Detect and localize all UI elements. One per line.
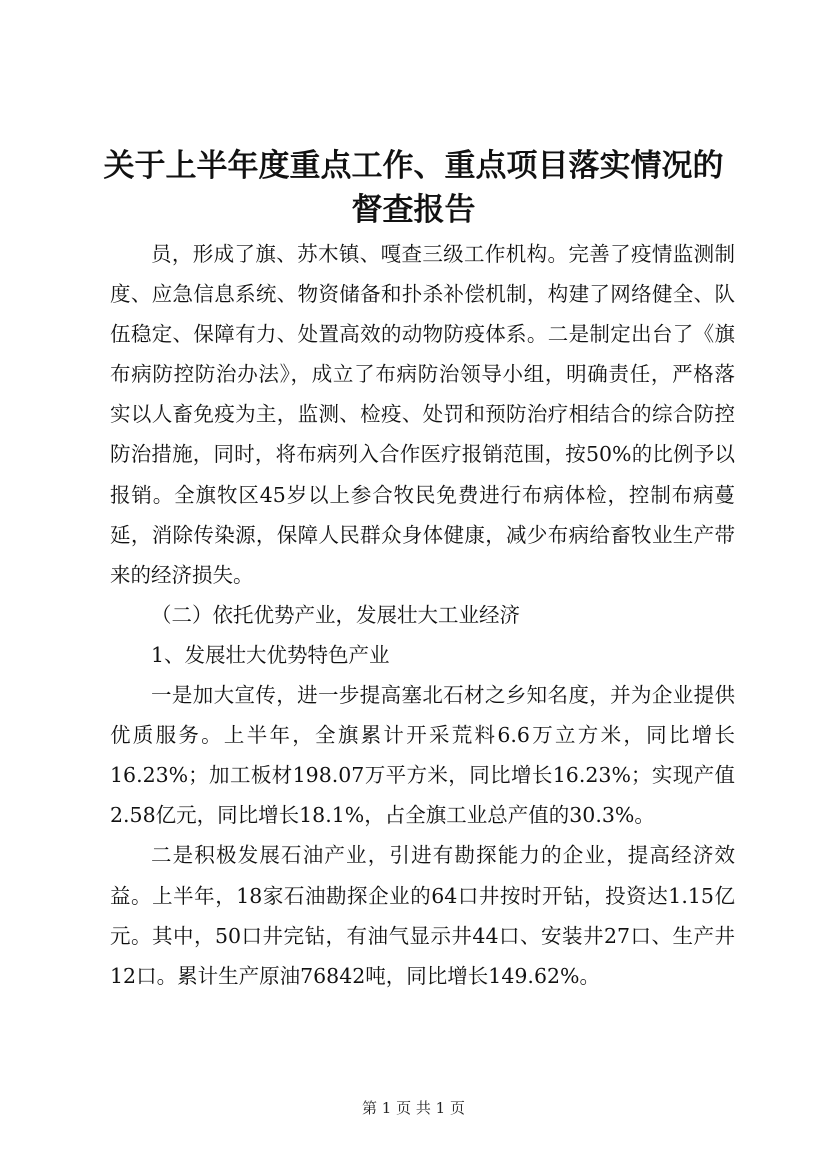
document-title-line-2: 督查报告 [351,192,476,228]
body-paragraph: 员，形成了旗、苏木镇、嘎查三级工作机构。完善了疫情监测制度、应急信息系统、物资储备和扑杀补偿机制，构建了网络健全、队伍稳定、保障有力、处置高效的动物防疫体系。二是制定出台了《旗布病防控防治办法》，成立了布病防治领导小组，明确责任，严格落实以人畜免疫为主，监测、检疫、处罚和预防治疗相结合的综合防控防治措施，同时，将布病列入合作医疗报销范围，按50%的比例予以报销。全旗牧区45岁以上参合牧民免费进行布病体检，控制布病蔓延，消除传染源，保障人民群众身体健康，减少布病给畜牧业生产带来的经济损失。 [110,242,735,587]
section-heading: （二）依托优势产业，发展壮大工业经济 [151,602,520,627]
body-paragraph: 二是积极发展石油产业，引进有勘探能力的企业，提高经济效益。上半年，18家石油勘探企业的64口井按时开钻，投资达1.15亿元。其中，50口井完钻，有油气显示井44口、安装井27口、生产井12口。累计生产原油76842吨，同比增长149.62%。 [110,843,735,988]
document-title-line-1: 关于上半年度重点工作、重点项目落实情况的 [103,148,724,184]
subsection-heading: 1、发展壮大优势特色产业 [151,642,390,667]
page-number-footer: 第 1 页 共 1 页 [362,1099,465,1117]
body-paragraph: 一是加大宣传，进一步提高塞北石材之乡知名度，并为企业提供优质服务。上半年，全旗累计开采荒料6.6万立方米，同比增长16.23%；加工板材198.07万平方米，同比增长16.23%；实现产值2.58亿元，同比增长18.1%，占全旗工业总产值的30.3%。 [110,683,735,828]
document-body [110,234,735,996]
